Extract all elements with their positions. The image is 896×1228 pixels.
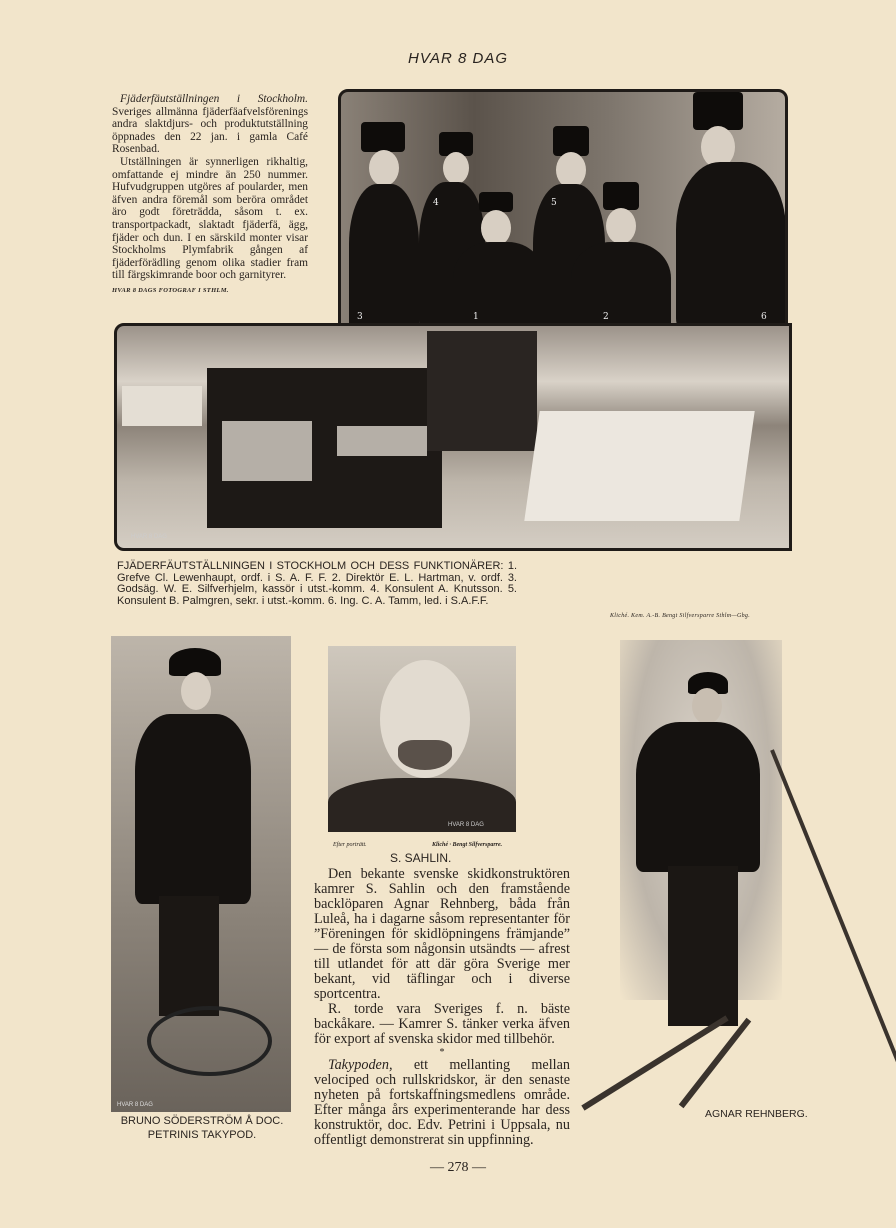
officials-photo <box>338 89 788 327</box>
person-number-5: 5 <box>551 198 557 208</box>
person-number-2: 2 <box>603 312 609 322</box>
takypod-photo <box>111 636 291 1112</box>
photo-watermark: HVAR 8 DAG <box>117 1102 153 1108</box>
photo-credit: HVAR 8 DAGS FOTOGRAF I STHLM. <box>112 286 229 294</box>
intro-paragraph-2: Utställningen är synnerligen rikhaltig, omfattande ej mindre än 250 nummer. Hufvudgruppen utgöres af poularder, men äfven andra föremål som beröra området äro godt företrädda, såsom t. ex. transportpackadt, slaktadt fjäderfä, ägg, fjäder och dun. I en särskild monter visar Stockholms Plymfabrik gången af fjäderförädling genom olika stadier fram till färgskimrande boor och garnityrer. <box>112 155 308 282</box>
photo-watermark: HVAR 8 DAG <box>448 822 484 828</box>
sahlin-portrait <box>328 646 516 832</box>
skier-caption: AGNAR REHNBERG. <box>705 1108 808 1120</box>
photo-watermark: HVAR 8 DAG <box>131 534 167 540</box>
exhibition-credit: Kliché. Kem. A.-B. Bengt Silfversparre Sthlm—Gbg. <box>610 613 751 619</box>
page-number: — 278 — <box>430 1160 486 1175</box>
portrait-cliche-credit: Kliché · Bengt Silfversparre. <box>432 842 503 848</box>
ski-article <box>314 867 570 1148</box>
intro-title: Fjäderfäutställningen i Stockholm. <box>120 93 308 105</box>
skier-photo <box>560 640 822 1106</box>
magazine-header: HVAR 8 DAG <box>407 50 509 67</box>
exhibition-hall-photo <box>114 323 792 551</box>
takypod-title: Takypoden, <box>328 1057 393 1073</box>
portrait-name: S. SAHLIN. <box>390 851 452 865</box>
person-number-4: 4 <box>433 198 439 208</box>
article-paragraph-1: Den bekante svenske skidkonstruktören kamrer S. Sahlin och den framstående backlöparen Agnar Rehnberg, båda från Luleå, ha i dagarne såsom representanter för ”Föreningen för skidlöpningens främjande” — de första som någonsin utsändts — afrest till utlandet för att där göra Sverige mer bekant, vid täflingar och i diverse sportcentra. <box>314 866 570 1002</box>
person-number-1: 1 <box>473 312 479 322</box>
article-paragraph-3: ett mellanting mellan velociped och rullskridskor, är den senaste nyheten på fortskaffningsmedlens område. Efter många års experimenterande har dess konstruktör, doc. Edv. Petrini i Uppsala, nu offentligt demonstrerat sin uppfinning. <box>314 1057 570 1148</box>
person-number-6: 6 <box>761 312 767 322</box>
takypod-caption: BRUNO SÖDERSTRÖM Å DOC. PETRINIS TAKYPOD. <box>120 1115 284 1141</box>
intro-paragraph-1: Sveriges allmänna fjäderfäafvelsförenings andra slaktdjurs- och produktutställning öppnades den 22 jan. i gamla Café Rosenbad. <box>112 105 308 156</box>
section-separator: * <box>439 1047 445 1058</box>
person-number-3: 3 <box>357 312 363 322</box>
portrait-source-credit: Efter porträtt. <box>333 842 367 848</box>
intro-article <box>112 93 308 298</box>
exhibition-caption: FJÄDERFÄUTSTÄLLNINGEN I STOCKHOLM OCH DESS FUNKTIONÄRER: 1. Grefve Cl. Lewenhaupt, ordf. i S. A. F. F. 2. Direktör E. L. Hartman, v. ordf. 3. Godsäg. W. E. Silfverhjelm, kassör i utst.-komm. 4. Konsulent A. Knutsson. 5. Konsulent B. Palmgren, sekr. i utst.-komm. 6. Ing. C. A. Tamm, led. i S.A.F.F. <box>117 560 517 607</box>
article-paragraph-2: R. torde vara Sveriges f. n. bäste backåkare. — Kamrer S. tänker verka äfven för export af svenska skidor med tillbehör. <box>314 1001 570 1047</box>
